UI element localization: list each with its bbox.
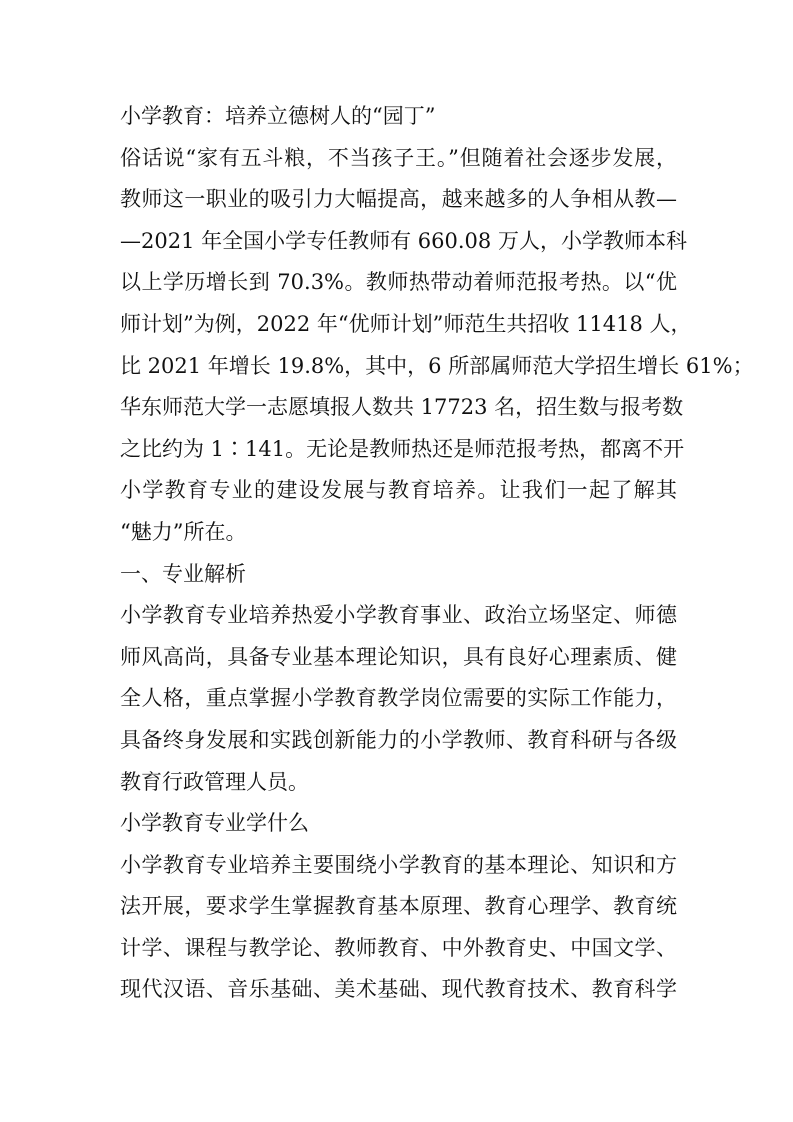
paragraph-line: 小学教育专业培养热爱小学教育事业、政治立场坚定、师德	[120, 603, 677, 628]
paragraph-line: 俗话说“家有五斗粮，不当孩子王。”但随着社会逐步发展，	[120, 145, 677, 170]
paragraph-line: 教师这一职业的吸引力大幅提高，越来越多的人争相从教—	[120, 187, 677, 212]
paragraph-line: —2021 年全国小学专任教师有 660.08 万人，小学教师本科	[120, 228, 687, 253]
paragraph-line: 小学教育专业培养主要围绕小学教育的基本理论、知识和方	[120, 852, 677, 877]
paragraph-line: 华东师范大学一志愿填报人数共 17723 名，招生数与报考数	[120, 395, 684, 420]
paragraph-line: 师风高尚，具备专业基本理论知识，具有良好心理素质、健	[120, 644, 677, 669]
paragraph-line: 现代汉语、音乐基础、美术基础、现代教育技术、教育科学	[120, 977, 677, 1002]
paragraph-line: 比 2021 年增长 19.8%，其中，6 所部属师范大学招生增长 61%；	[120, 353, 754, 378]
section-heading: 一、专业解析	[120, 561, 246, 586]
intro-paragraph	[120, 138, 754, 554]
paragraph-line: 教育行政管理人员。	[120, 769, 309, 794]
section2-paragraph	[120, 845, 677, 1011]
paragraph-line: 计学、课程与教学论、教师教育、中外教育史、中国文学、	[120, 935, 677, 960]
paragraph-line: “魅力”所在。	[120, 519, 247, 544]
paragraph-line: 之比约为 1∶141。无论是教师热还是师范报考热，都离不开	[120, 436, 685, 461]
section1-paragraph	[120, 595, 677, 803]
paragraph-line: 师计划”为例，2022 年“优师计划”师范生共招收 11418 人，	[120, 311, 692, 336]
paragraph-line: 全人格，重点掌握小学教育教学岗位需要的实际工作能力，	[120, 686, 677, 711]
article-title: 小学教育：培养立德树人的“园丁”	[120, 104, 436, 128]
paragraph-line: 法开展，要求学生掌握教育基本原理、教育心理学、教育统	[120, 894, 677, 919]
paragraph-line: 以上学历增长到 70.3%。教师热带动着师范报考热。以“优	[120, 270, 677, 295]
paragraph-line: 小学教育专业的建设发展与教育培养。让我们一起了解其	[120, 478, 677, 503]
section-heading: 小学教育专业学什么	[120, 811, 309, 836]
paragraph-line: 具备终身发展和实践创新能力的小学教师、教育科研与各级	[120, 727, 677, 752]
document-page	[120, 96, 754, 1011]
